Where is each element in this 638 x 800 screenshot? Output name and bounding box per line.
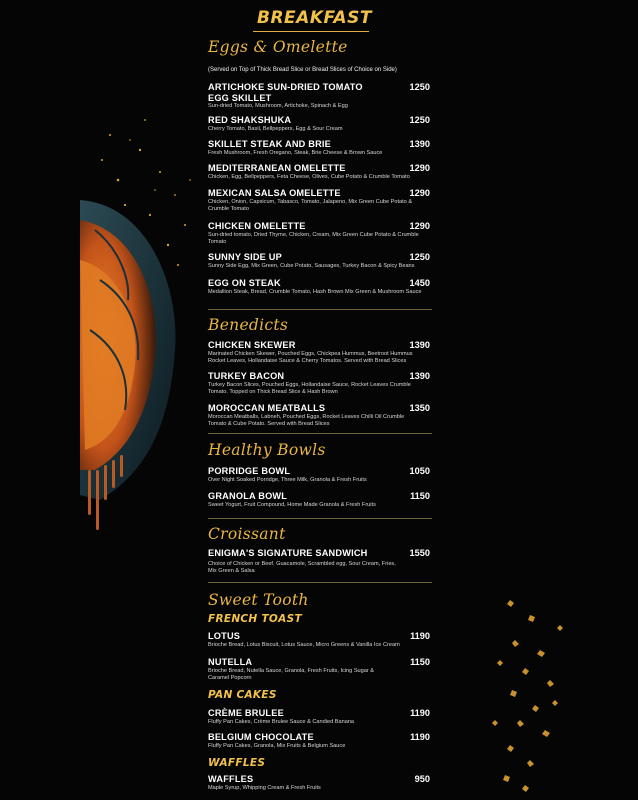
subsection-french-toast: FRENCH TOAST <box>208 613 302 625</box>
item-price: 1150 <box>410 491 430 501</box>
eggs-note: (Served on Top of Thick Bread Slice or Bread Slices of Choice on Side) <box>208 67 397 73</box>
item-desc: Moroccan Meatballs, Labneh, Pouched Eggs, Rocket Leaves Chilli Oil Crumble Tomato & Cube Potato. Served with Bread Slices <box>208 414 405 427</box>
subsection-waffles: WAFFLES <box>208 757 266 769</box>
item-price: 1390 <box>409 371 430 381</box>
section-title-healthy: Healthy Bowls <box>208 441 326 459</box>
item-price: 1390 <box>409 139 430 149</box>
item-desc: Fresh Mushroom, Fresh Oregano, Steak, Brie Cheese & Brown Sauce <box>208 150 383 156</box>
item-price: 1190 <box>410 631 430 641</box>
item-desc: Cherry Tomato, Basil, Bellpeppers, Egg & Sour Cream <box>208 126 343 132</box>
item-price: 1290 <box>409 163 430 173</box>
section-title-croissant: Croissant <box>208 525 286 543</box>
item-desc: Choice of Chicken or Beef. Guacamole, Scrambled egg, Sour Cream, Fries, Mix Green & Salsa <box>208 561 396 574</box>
item-name: EGG ON STEAK <box>208 278 281 288</box>
item-desc: Turkey Bacon Slices, Pouched Eggs, Hollandaise Sauce, Rocket Leaves Crumble Tomato. Topped on Thick Bread Slice & Hash Brown <box>208 382 411 395</box>
section-title-benedicts: Benedicts <box>208 316 289 334</box>
item-desc: Chicken, Onion, Capsicum, Tabasco, Tomato, Jalapeno, Mix Green Cube Potato & Crumble Tomato <box>208 199 413 212</box>
item-price: 1190 <box>410 708 430 718</box>
item-name: CHICKEN SKEWER <box>208 340 296 350</box>
section-divider <box>208 433 432 434</box>
section-title-sweet: Sweet Tooth <box>208 591 309 609</box>
item-price: 1050 <box>409 466 430 476</box>
title-underline <box>253 31 369 32</box>
item-price: 1250 <box>409 82 430 92</box>
subsection-pancakes: PAN CAKES <box>208 689 277 701</box>
section-title-eggs: Eggs & Omelette <box>208 38 348 56</box>
menu-title: BREAKFAST <box>257 8 372 28</box>
item-desc: Sweet Yogurt, Fruit Compound, Home Made Granola & Fresh Fruits <box>208 502 376 508</box>
item-desc: Medallion Steak, Bread, Crumble Tomato, Hash Brown Mix Green & Mushroom Sauce <box>208 289 422 295</box>
item-name: SKILLET STEAK AND BRIE <box>208 139 331 149</box>
item-name: MOROCCAN MEATBALLS <box>208 403 326 413</box>
item-name: SUNNY SIDE UP <box>208 252 282 262</box>
item-name: WAFFLES <box>208 774 254 784</box>
section-divider <box>208 582 432 583</box>
section-divider <box>208 309 432 310</box>
section-divider <box>208 518 432 519</box>
item-price: 1290 <box>409 188 430 198</box>
item-price: 1390 <box>409 340 430 350</box>
item-desc: Brioche Bread, Nutella Sauce, Granola, Fresh Fruits, Icing Sugar & Caramel Popcorn <box>208 668 375 681</box>
item-desc: Chicken, Egg, Bellpeppers, Feta Cheese, Olives, Cube Potato & Crumble Tomato <box>208 174 410 180</box>
item-name: MEXICAN SALSA OMELETTE <box>208 188 341 198</box>
item-name: CRÈME BRULEE <box>208 708 284 718</box>
item-name: TURKEY BACON <box>208 371 285 381</box>
item-name: BELGIUM CHOCOLATE <box>208 732 314 742</box>
item-price: 1450 <box>409 278 430 288</box>
item-price: 1290 <box>409 221 430 231</box>
item-name: ARTICHOKE SUN-DRIED TOMATO EGG SKILLET <box>208 82 363 103</box>
item-price: 1250 <box>409 252 430 262</box>
item-desc: Fluffy Pan Cakes, Granola, Mix Fruits & Belgium Sauce <box>208 743 346 749</box>
item-price: 950 <box>414 774 430 784</box>
item-desc: Marinated Chicken Skewer, Pouched Eggs, Chickpea Hummus, Beetroot Hummus Rocket Leaves, Hollandaise Sauce & Cherry Tomatos. Served with Bread Slices <box>208 351 413 364</box>
item-desc: Sun-dried Tomato, Mushroom, Artichoke, Spinach & Egg <box>208 103 348 109</box>
item-name: PORRIDGE BOWL <box>208 466 291 476</box>
item-price: 1250 <box>409 115 430 125</box>
item-desc: Sun-dried tomato, Dried Thyme, Chicken, Cream, Mix Green Cube Potato & Crumble Tomato <box>208 232 419 245</box>
item-price: 1550 <box>409 548 430 558</box>
item-name: MEDITERRANEAN OMELETTE <box>208 163 346 173</box>
item-desc: Maple Syrup, Whipping Cream & Fresh Fruits <box>208 785 321 791</box>
item-desc: Sunny Side Egg, Mix Green, Cube Potato, Sausages, Turkey Bacon & Spicy Beans <box>208 263 415 269</box>
item-price: 1190 <box>410 732 430 742</box>
item-name: ENIGMA'S SIGNATURE SANDWICH <box>208 548 368 558</box>
item-price: 1150 <box>410 657 430 667</box>
item-desc: Brioche Bread, Lotus Biscuit, Lotus Sauce, Micro Greens & Vanilla Ice Cream <box>208 642 400 648</box>
item-desc: Fluffy Pan Cakes, Crème Brulee Sauce & Candied Banana <box>208 719 355 725</box>
item-name: RED SHAKSHUKA <box>208 115 292 125</box>
item-name: LOTUS <box>208 631 241 641</box>
item-name: GRANOLA BOWL <box>208 491 288 501</box>
item-name: NUTELLA <box>208 657 253 667</box>
item-price: 1350 <box>409 403 430 413</box>
item-desc: Over Night Soaked Porridge, Three Milk, Granola & Fresh Fruits <box>208 477 367 483</box>
item-name: CHICKEN OMELETTE <box>208 221 306 231</box>
